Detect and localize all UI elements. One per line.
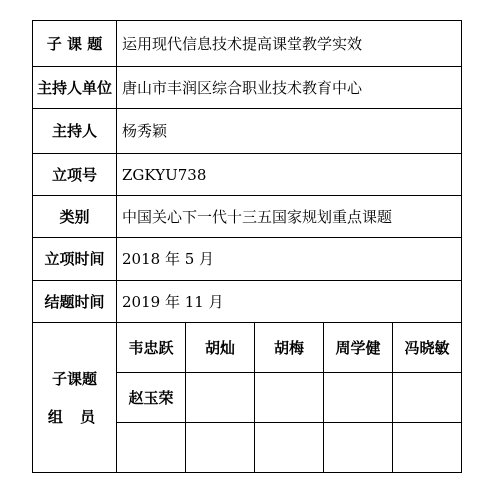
label-host: 主持人	[33, 109, 117, 154]
member-cell: 周学健	[324, 323, 393, 373]
member-cell-empty	[117, 423, 186, 473]
value-host: 杨秀颖	[117, 109, 462, 154]
label-category: 类别	[33, 196, 117, 238]
row-end-time	[33, 281, 462, 323]
label-host-unit: 主持人单位	[33, 67, 117, 109]
member-cell-empty	[324, 423, 393, 473]
row-start-time	[33, 238, 462, 281]
group-label-line2: 组 员	[47, 407, 102, 426]
value-subtopic: 运用现代信息技术提高课堂教学实效	[117, 21, 462, 67]
row-project-number	[33, 154, 462, 196]
members-row-1	[33, 323, 462, 373]
project-info-table	[32, 20, 462, 473]
group-label-line1: 子课题	[51, 369, 97, 388]
label-project-number: 立项号	[33, 154, 117, 196]
value-project-number: ZGKYU738	[117, 154, 462, 196]
value-end-time: 2019 年 11 月	[117, 281, 462, 323]
value-host-unit: 唐山市丰润区综合职业技术教育中心	[117, 67, 462, 109]
member-cell-empty	[393, 373, 462, 423]
member-cell: 韦忠跃	[117, 323, 186, 373]
label-end-time: 结题时间	[33, 281, 117, 323]
member-cell: 胡灿	[186, 323, 255, 373]
member-cell-empty	[186, 373, 255, 423]
member-cell-empty	[186, 423, 255, 473]
value-start-time: 2018 年 5 月	[117, 238, 462, 281]
member-cell: 赵玉荣	[117, 373, 186, 423]
value-category: 中国关心下一代十三五国家规划重点课题	[117, 196, 462, 238]
member-cell-empty	[393, 423, 462, 473]
row-host	[33, 109, 462, 154]
row-subtopic	[33, 21, 462, 67]
member-cell-empty	[255, 423, 324, 473]
group-members-label	[33, 323, 117, 473]
member-cell: 冯晓敏	[393, 323, 462, 373]
row-category	[33, 196, 462, 238]
row-host-unit	[33, 67, 462, 109]
member-cell-empty	[324, 373, 393, 423]
label-subtopic: 子 课 题	[33, 21, 117, 67]
member-cell-empty	[255, 373, 324, 423]
member-cell: 胡梅	[255, 323, 324, 373]
label-start-time: 立项时间	[33, 238, 117, 281]
